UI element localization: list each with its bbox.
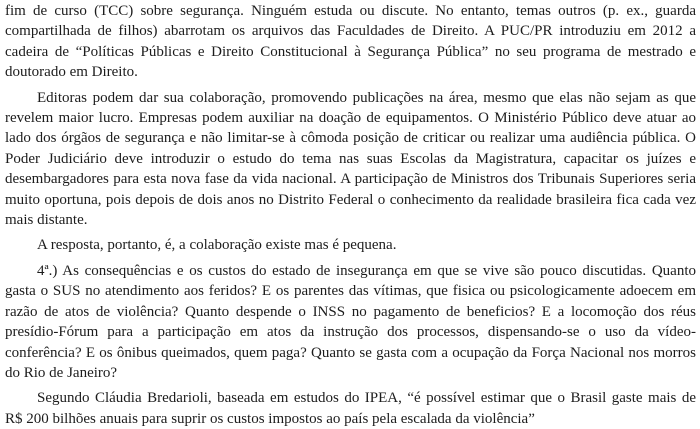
text-line: A resposta, portanto, é, a colaboração existe mas é pequena.	[37, 237, 397, 254]
text-line: Editoras podem dar sua colaboração, promovendo publicações na área, mesmo que elas não sejam as que	[37, 89, 696, 106]
paragraph	[5, 1, 696, 83]
text-line: Segundo Cláudia Bredarioli, baseada em estudos do IPEA, “é possível estimar que o Brasil gaste mais de	[37, 390, 696, 407]
paragraph	[5, 88, 696, 231]
text-line: mais distante.	[5, 212, 88, 229]
text-line: desembargadores para esta nova fase da vida nacional. A participação de Ministros dos Tribunais Superiores seria	[5, 171, 696, 188]
text-line: R$ 200 bilhões anuais para suprir os custos impostos ao país pela escalada da violência”	[5, 410, 535, 427]
text-line: razão de atos de violência? Quanto despende o INSS no pagamento de beneficios? E a locomoção dos réus	[5, 303, 696, 320]
paragraph	[5, 388, 696, 429]
text-line: doutorado em Direito.	[5, 64, 138, 81]
text-line: compartilhada de filhos) abarrotam os arquivos das Faculdades de Direito. A PUC/PR introduziu em 2012 a	[5, 23, 696, 40]
text-line: cadeira de “Políticas Públicas e Direito Constitucional à Segurança Pública” no seu programa de mestrado e	[5, 43, 696, 60]
text-line: muito oportuna, pois depois de dois anos no Distrito Federal o conhecimento da realidade brasileira fica cada vez	[5, 191, 696, 208]
paragraph	[5, 235, 696, 255]
text-line: lado dos órgãos de segurança e não limitar-se à cômoda posição de criticar ou realizar uma audiência pública. O	[5, 130, 696, 147]
text-line: do Rio de Janeiro?	[5, 364, 118, 381]
text-line: gasta o SUS no atendimento aos feridos? E os parentes das vítimas, que fisica ou psicologicamente adoecem em	[5, 283, 696, 300]
text-line: presídio-Fórum para a participação em atos da instrução dos processos, dispensando-se o uso da vídeo-	[5, 324, 696, 341]
text-line: fim de curso (TCC) sobre segurança. Ninguém estuda ou discute. No entanto, temas outros (p. ex., guarda	[5, 3, 696, 19]
text-line: revelem maior lucro. Empresas podem auxiliar na doação de equipamentos. O Ministério Público deve atuar ao	[5, 110, 696, 127]
text-line: 4ª.) As consequências e os custos do estado de insegurança em que se vive são pouco discutidas. Quanto	[37, 262, 696, 279]
text-line: conferência? E os ônibus queimados, quem paga? Quanto se gasta com a ocupação da Força Nacional nos morros	[5, 344, 696, 361]
paragraph	[5, 261, 696, 383]
text-line: Poder Judiciário deve introduzir o estudo do tema nas suas Escolas da Magistratura, capacitar os juízes e	[5, 150, 696, 167]
